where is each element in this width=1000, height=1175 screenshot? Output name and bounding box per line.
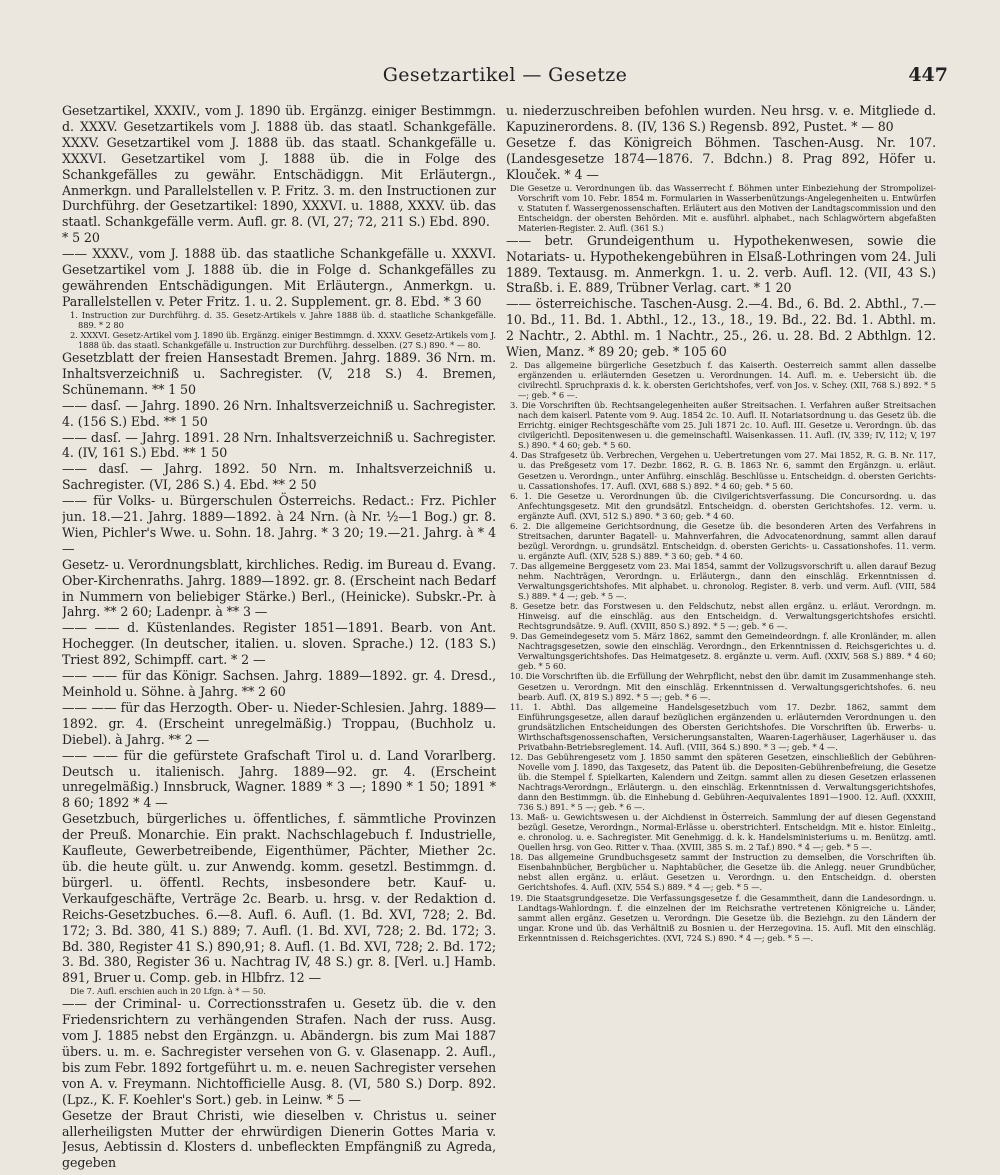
running-title: Gesetzartikel — Gesetze <box>382 64 628 86</box>
page-number: 447 <box>908 64 948 86</box>
left-column-entry: —— XXXV., vom J. 1888 üb. das staatliche Schankgefälle u. XXXVI. Gesetzartikel vom J. 1888 üb. die in Folge d. Schankgefälles zu gewährenden Entschädigungen. Mit Erläutergn., Anmerkgn. u. Parallelstellen v. Peter Fritz. 1. u. 2. Supplement. gr. 8. Ebd. * 3 60 <box>62 246 496 309</box>
left-column-entry: —— —— d. Küstenlandes. Register 1851—1891. Bearb. von Ant. Hochegger. (In deutscher, italien. u. sloven. Sprache.) 12. (183 S.) Triest 892, Schimpff. cart. * 2 — <box>62 620 496 668</box>
right-column-subentry: 6. 1. Die Gesetze u. Verordnungen üb. die Civilgerichtsverfassung. Die Concursordng. u. das Anfechtungsgesetz. Mit den grundsätzl. Entscheidgn. d. obersten Gerichtshofes. 12. verm. u. ergänzte Aufl. (XVI, 512 S.) 890. * 3 60; geb. * 4 60. <box>510 490 936 521</box>
left-column-entry: —— dasſ. — Jahrg. 1890. 26 Nrn. Inhaltsverzeichniß u. Sachregister. 4. (156 S.) Ebd. ** 1 50 <box>62 397 496 429</box>
left-column-entry: —— dasſ. — Jahrg. 1892. 50 Nrn. m. Inhaltsverzeichniß u. Sachregister. (VI, 286 S.) 4. Ebd. ** 2 50 <box>62 461 496 493</box>
right-column-subentry: 4. Das Strafgesetz üb. Verbrechen, Vergehen u. Uebertretungen vom 27. Mai 1852, R. G. B. Nr. 117, u. das Preßgesetz vom 17. Dezbr. 1862, R. G. B. 1863 Nr. 6, sammt den Ergänzgn. u. erläut. Gesetzen u. Verordngn., unter Anführg. einschläg. Beschlüsse u. Entscheidgn. d. obersten Gerichts- u. Cassationshofes. 17. Aufl. (XVI, 688 S.) 892. * 4 60; geb. * 5 60. <box>510 450 936 491</box>
left-column-entry: —— dasſ. — Jahrg. 1891. 28 Nrn. Inhaltsverzeichniß u. Sachregister. 4. (IV, 161 S.) Ebd. ** 1 50 <box>62 429 496 461</box>
left-column-entry: —— der Criminal- u. Correctionsstrafen u. Gesetz üb. die v. den Friedensrichtern zu verhängenden Strafen. Nach der russ. Ausg. vom J. 1885 nebst den Ergänzgn. u. Abändergn. bis zum Mai 1887 übers. u. m. e. Sachregister versehen von G. v. Glasenapp. 2. Aufl., bis zum Febr. 1892 fortgeführt u. m. e. neuen Sachregister versehen von A. v. Freymann. Nichtofficielle Ausg. 8. (VI, 580 S.) Dorp. 892. (Lpz., K. F. Koehler's Sort.) geb. in Leinw. * 5 — <box>62 996 496 1107</box>
left-column-subentry: 2. XXXVI. Gesetz-Artikel vom J. 1890 üb. Ergänzg. einiger Bestimmgn. d. XXXV. Gesetz-Artikels vom J. 1888 üb. das staatl. Schankgefälle u. Instruction zur Durchführg. desselben. (27 S.) 890. * — 80. <box>70 329 496 350</box>
right-column-entry: u. niederzuschreiben befohlen wurden. Neu hrsg. v. e. Mitgliede d. Kapuzinerordens. 8. (IV, 136 S.) Regensb. 892, Pustet. * — 80 <box>506 103 936 134</box>
right-column-subentry: Die Gesetze u. Verordnungen üb. das Wasserrecht f. Böhmen unter Einbeziehung der Strompolizei-Vorschrift vom 10. Febr. 1854 m. Formularien in Wasserbenützungs-Angelegenheiten u. Entwürfen v. Statuten f. Wassergenossenschaften. Erläutert aus den Motiven der Landtagscommission und den Entscheidgn. der obersten Behörden. Mit e. ausführl. alphabet., nach Schlagwörtern abgefaßten Materien-Register. 2. Aufl. (361 S.) <box>510 182 936 233</box>
left-column-entry: Gesetzbuch, bürgerliches u. öffentliches, f. sämmtliche Provinzen der Preuß. Monarchie. Ein prakt. Nachschlagebuch f. Industrielle, Kaufleute, Gewerbetreibende, Eigenthümer, Pächter, Miether 2c. üb. die heute gült. u. zur Anwendg. komm. gesetzl. Bestimmgn. d. bürgerl. u. öffentl. Rechts, insbesondere betr. Kauf- u. Verkaufgeschäfte, Verträge 2c. Bearb. u. hrsg. v. der Redaktion d. Reichs-Gesetzbuches. 6.—8. Aufl. 6. Aufl. (1. Bd. XVI, 728; 2. Bd. 172; 3. Bd. 380, 41 S.) 889; 7. Aufl. (1. Bd. XVI, 728; 2. Bd. 172; 3. Bd. 380, Register 41 S.) 890,91; 8. Aufl. (1. Bd. XVI, 728; 2. Bd. 172; 3. Bd. 380, Register 36 u. Nachtrag IV, 48 S.) gr. 8. [Verl. u.] Hamb. 891, Bruer u. Comp. geb. in Hlbfrz. 12 — <box>62 811 496 986</box>
right-column-subentry: 7. Das allgemeine Berggesetz vom 23. Mai 1854, sammt der Vollzugsvorschrift u. allen darauf Bezug nehm. Nachträgen, Verordngn. u. Erläutergn., dann den einschläg. Erkenntnissen d. Verwaltungsgerichtshofes. Mit alphabet. u. chronolog. Register. 8. verb. und verm. Aufl. (VIII, 584 S.) 889. * 4 —; geb. * 5 —. <box>510 560 936 602</box>
right-column <box>506 103 936 943</box>
left-column-entry: Gesetzartikel, XXXIV., vom J. 1890 üb. Ergänzg. einiger Bestimmgn. d. XXXV. Gesetzartikels vom J. 1888 üb. das staatl. Schankgefälle. XXXV. Gesetzartikel vom J. 1888 üb. das staatl. Schankgefälle u. XXXVI. Gesetzartikel vom J. 1888 üb. die in Folge des Schankgefälles zu gewähr. Entschädiggn. Mit Erläutergn., Anmerkgn. und Parallelstellen v. P. Fritz. 3. m. den Instructionen zur Durchführg. der Gesetzartikel: 1890, XXXVI. u. 1888, XXXV. üb. das staatl. Schankgefälle verm. Aufl. gr. 8. (VI, 27; 72, 211 S.) Ebd. 890. <box>62 103 496 230</box>
right-column-subentry: 10. Die Vorschriften üb. die Erfüllung der Wehrpflicht, nebst den übr. damit im Zusammenhange steh. Gesetzen u. Verordngn. Mit den einschläg. Erkenntnissen d. Verwaltungsgerichtshofes. 6. neu bearb. Aufl. (X, 819 S.) 892. * 5 —; geb. * 6 —. <box>510 671 936 702</box>
left-column-entry: —— —— für das Königr. Sachsen. Jahrg. 1889—1892. gr. 4. Dresd., Meinhold u. Söhne. à Jahrg. ** 2 60 <box>62 668 496 699</box>
left-column-entry: —— —— für das Herzogth. Ober- u. Nieder-Schlesien. Jahrg. 1889—1892. gr. 4. (Erscheint unregelmäßig.) Troppau, (Buchholz u. Diebel). à Jahrg. ** 2 — <box>62 699 496 747</box>
left-column-entry: Gesetzblatt der freien Hansestadt Bremen. Jahrg. 1889. 36 Nrn. m. Inhaltsverzeichniß u. Sachregister. (V, 218 S.) 4. Bremen, Schünemann. ** 1 50 <box>62 349 496 397</box>
right-column-subentry: 9. Das Gemeindegesetz vom 5. März 1862, sammt den Gemeindeordngn. f. alle Kronländer, m. allen Nachtragsgesetzen, sowie den einschläg. Verordngn., den Erkenntnissen d. Reichsgerichtes u. d. Verwaltungsgerichtshofes. Das Heimatgesetz. 8. ergänzte u. verm. Aufl. (XXIV, 568 S.) 889. * 4 60; geb. * 5 60. <box>510 631 936 672</box>
left-column-subentry: Die 7. Aufl. erschien auch in 20 Lfgn. à * — 50. <box>70 986 266 997</box>
right-column-subentry: 18. Das allgemeine Grundbuchsgesetz sammt der Instruction zu demselben, die Vorschriften üb. Eisenbahnbücher, Bergbücher u. Naphtabücher, die Gesetze üb. die Anlegg. neuer Grundbücher, nebst allen ergänz. u. erläut. Gesetzen u. Verordngn. u. den Entscheidgn. d. obersten Gerichtshofes. 4. Aufl. (XIV, 554 S.) 889. * 4 —; geb. * 5 —. <box>510 852 936 893</box>
page-header <box>62 64 948 94</box>
right-column-entry: —— österreichische. Taschen-Ausg. 2.—4. Bd., 6. Bd. 2. Abthl., 7.—10. Bd., 11. Bd. 1. Abthl., 12., 13., 18., 19. Bd., 22. Bd. 1. Abthl. m. 2 Nachtr., 2. Abthl. m. 1 Nachtr., 25., 26. u. 28. Bd. 2 Abthlgn. 12. Wien, Manz. * 89 20; geb. * 105 60 <box>506 296 936 360</box>
right-column-subentry: 12. Das Gebührengesetz vom J. 1850 sammt den späteren Gesetzen, einschließlich der Gebühren-Novelle vom J. 1890, das Taxgesetz, das Patent üb. die Depositen-Gebührenbefreiung, die Gesetze üb. die Stempel f. Spielkarten, Kalendern und Zeitgn. sammt allen zu diesen Gesetzen erlassenen Nachtrags-Verordngn., Erläutergn. u. den einschläg. Erkenntnissen d. Verwaltungsgerichtshofes, dann den Bestimmgn. üb. die Einhebung d. Gebühren-Aequivalentes 1891—1900. 12. Aufl. (XXXIII, 736 S.) 891. * 5 —; geb. * 6 —. <box>510 751 936 813</box>
right-column-subentry: 8. Gesetze betr. das Forstwesen u. den Feldschutz, nebst allen ergänz. u. erläut. Verordngn. m. Hinweisg. auf die einschläg. aus den Entscheidgn. d. Verwaltungsgerichtshofes ersichtl. Rechtsgrundsätze. 9. Aufl. (XVIII, 850 S.) 892. * 5 —; geb. * 6 —. <box>510 601 936 632</box>
right-column-entry: —— betr. Grundeigenthum u. Hypothekenwesen, sowie die Notariats- u. Hypothekengebühren in Elsaß-Lothringen vom 24. Juli 1889. Textausg. m. Anmerkgn. 1. u. 2. verb. Aufl. 12. (VII, 43 S.) Straßb. i. E. 889, Trübner Verlag. cart. * 1 20 <box>506 232 936 296</box>
right-column-subentry: 3. Die Vorschriften üb. Rechtsangelegenheiten außer Streitsachen. I. Verfahren außer Streitsachen nach dem kaiserl. Patente vom 9. Aug. 1854 2c. 10. Aufl. II. Notariatsordnung u. das Gesetz üb. die Errichtg. einiger Rechtsgeschäfte vom 25. Juli 1871 2c. 10. Aufl. III. Gesetze u. Verordngn. üb. das civilgerichtl. Depositenwesen u. die gemeinschaftl. Waisenkassen. 11. Aufl. (IV, 339; IV, 112; V, 197 S.) 890. * 4 60; geb. * 5 60. <box>510 400 936 451</box>
right-column-subentry: 2. Das allgemeine bürgerliche Gesetzbuch f. das Kaiserth. Oesterreich sammt allen dasselbe ergänzenden u. erläuternden Gesetzen u. Verordnungen. 14. Aufl. m. e. Uebersicht üb. die civilrechtl. Spruchpraxis d. k. k. obersten Gerichtshofes, verf. von Jos. v. Schey. (XII, 768 S.) 892. * 5 —; geb. * 6 —. <box>510 360 936 401</box>
left-column-entry: —— für Volks- u. Bürgerschulen Österreichs. Redact.: Frz. Pichler jun. 18.—21. Jahrg. 1889—1892. à 24 Nrn. (à Nr. ½—1 Bog.) gr. 8. Wien, Pichler's Wwe. u. Sohn. 18. Jahrg. * 3 20; 19.—21. Jahrg. à * 4 — <box>62 493 496 556</box>
left-column-entry: Gesetz- u. Verordnungsblatt, kirchliches. Redig. im Bureau d. Evang. Ober-Kirchenraths. Jahrg. 1889—1892. gr. 8. (Erscheint nach Bedarf in Nummern von beliebiger Stärke.) Berl., (Heinicke). Subskr.-Pr. à Jahrg. ** 2 60; Ladenpr. à ** 3 — <box>62 556 496 620</box>
left-column-entry: Gesetze der Braut Christi, wie dieselben v. Christus u. seiner allerheiligsten Mutter der ehrwürdigen Dienerin Gottes Maria v. Jesus, Aebtissin d. Klosters d. unbefleckten Empfängniß zu Agreda, gegeben <box>62 1107 496 1171</box>
left-column-entry: —— —— für die gefürstete Grafschaft Tirol u. d. Land Vorarlberg. Deutsch u. italienisch. Jahrg. 1889—92. gr. 4. (Erscheint unregelmäßig.) Innsbruck, Wagner. 1889 * 3 —; 1890 * 1 50; 1891 * 8 60; 1892 * 4 — <box>62 747 496 811</box>
right-column-subentry: 13. Maß- u. Gewichtswesen u. der Aichdienst in Österreich. Sammlung der auf diesen Gegenstand bezügl. Gesetze, Verordngn., Normal-Erlässe u. oberstrichterl. Entscheidgn. Mit e. histor. Einleitg., e. chronolog. u. e. Sachregister. Mit Genehmigg. d. k. k. Handelsministeriums u. m. Benützg. amtl. Quellen hrsg. von Geo. Ritter v. Thaa. (XVIII, 385 S. m. 2 Taf.) 890. * 4 —; geb. * 5 —. <box>510 812 936 853</box>
right-column-subentry: 6. 2. Die allgemeine Gerichtsordnung, die Gesetze üb. die besonderen Arten des Verfahrens in Streitsachen, darunter Bagatell- u. Mahnverfahren, die Advocatenordnung, sammt allen darauf bezügl. Verordngn. u. grundsätzl. Entscheidgn. d. obersten Gerichts- u. Cassationshofes. 11. verm. u. ergänzte Aufl. (XIV, 528 S.) 889. * 3 60; geb. * 4 60. <box>510 520 936 561</box>
right-column-subentry: 19. Die Staatsgrundgesetze. Die Verfassungsgesetze f. die Gesammtheit, dann die Landesordngn. u. Landtags-Wahlordngn. f. die einzelnen der im Reichsrathe vertretenen Königreiche u. Länder, sammt allen ergänz. Gesetzen u. Verordngn. Die Gesetze üb. die Beziehgn. zu den Ländern der ungar. Krone und üb. das Verhältniß zu Bosnien u. der Herzegovina. 15. Aufl. Mit den einschläg. Erkenntnissen d. Reichsgerichtes. (XVI, 724 S.) 890. * 4 —; geb. * 5 —. <box>510 892 936 943</box>
left-column-subentry: 1. Instruction zur Durchführg. d. 35. Gesetz-Artikels v. Jahre 1888 üb. d. staatliche Schankgefälle. 889. * 2 80 <box>70 309 496 330</box>
left-column-price: * 5 20 <box>62 230 100 246</box>
right-column-subentry: 11. 1. Abthl. Das allgemeine Handelsgesetzbuch vom 17. Dezbr. 1862, sammt dem Einführungsgesetze, allen darauf bezüglichen ergänzenden u. erläuternden Verordnungen u. den grundsätzlichen Entscheidungen des Obersten Gerichtshofes. Die Vorschriften üb. Erwerbs- u. Wirthschaftsgenossenschaften, Versicherungsanstalten, Waaren-Lagerhäuser, Lagerhäuser u. das Privatbahn-Betriebsreglement. 14. Aufl. (VIII, 364 S.) 890. * 3 —; geb. * 4 —. <box>510 701 936 752</box>
right-column-entry: Gesetze f. das Königreich Böhmen. Taschen-Ausg. Nr. 107. (Landesgesetze 1874—1876. 7. Bdchn.) 8. Prag 892, Höfer u. Klouček. * 4 — <box>506 134 936 182</box>
left-column <box>62 103 496 1171</box>
